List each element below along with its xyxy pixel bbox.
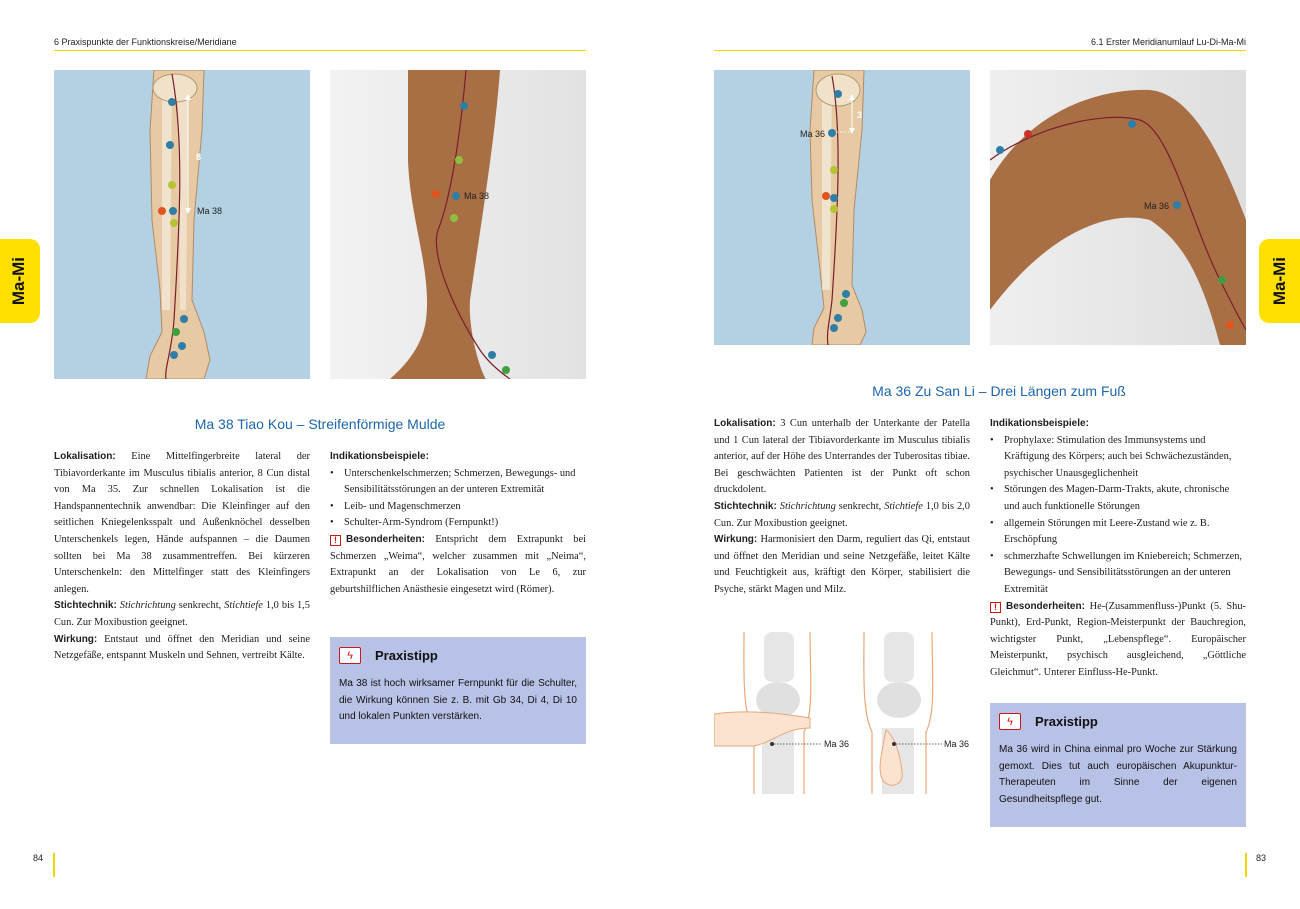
lokalisation-text: Eine Mittelfingerbreite lateral der Tibiavorderkante im Musculus tibialis anterior, 8 Cun distal von Ma 35. Zur schnellen Lokalisation ist die Handspannentechnik anwendbar: Die Kleinfinger auf den seitlichen Kniegelenksspalt und Außenknöchel desselben Unterschenkels legen, Hände aufspannen – die Daumen sollten bei Ma 38 zusammentreffen. Bei kürzeren Unterschenkeln: den Mittelfinger statt des Kleinfingers anlegen.: [54, 451, 310, 595]
ma38-indications-column: [330, 449, 586, 598]
ma36-front-label: Ma 36: [800, 129, 826, 139]
besonderheiten-text: Entspricht dem Extrapunkt bei Schmerzen „Weima“, welcher zusammen mit „Neima“, Extrapunkt an der Lokalisation von Le 6, zur geburtshilflichen Anästhesie eingesetzt wird (Römer).: [330, 533, 586, 595]
indikationen-list: [990, 433, 1246, 599]
left-header-rule: [54, 50, 586, 51]
right-running-header: 6.1 Erster Meridianumlauf Lu-Di-Ma-Mi: [1090, 37, 1246, 47]
ma38-section-title: Ma 38 Tiao Kou – Streifenförmige Mulde: [194, 416, 446, 432]
cun-8-label: 8: [196, 152, 202, 162]
praxistipp-title: Praxistipp: [1035, 714, 1098, 729]
wirkung-text: Entstaut und öffnet den Meridian und seine Netzgefäße, entspannt Muskeln und Sehnen, vertreibt Kälte.: [54, 633, 310, 662]
besonderheiten-text: He-(Zusammenfluss-)Punkt (5. Shu-Punkt), Erd-Punkt, Region-Meisterpunkt der Bauchregion, wichtigster Punkt, „Lebenspflege“. Europäischer Meisterpunkt, psychisch ausgleichend, „Göttliche Gleichmut“. Unterer Einfluss-He-Punkt.: [990, 600, 1246, 678]
ma36-hand1-label: Ma 36: [824, 739, 850, 749]
ma36-knee-label: Ma 36: [1144, 201, 1170, 211]
indikation-item: • Leib- und Magenschmerzen: [330, 499, 586, 516]
indikationen-label: Indikationsbeispiele:: [330, 451, 429, 462]
stichtechnik-text-b: 1,0 bis 2,0 Cun. Zur Moxibustion geeignet.: [714, 500, 970, 529]
wirkung-label: Wirkung:: [714, 534, 758, 546]
lokalisation-label: Lokalisation:: [54, 451, 116, 462]
besonderheiten-label: Besonderheiten:: [346, 533, 425, 545]
lokalisation-label: Lokalisation:: [714, 418, 776, 429]
ma38-side-leg-photo: [330, 70, 586, 379]
lokalisation-text: 3 Cun unterhalb der Unterkante der Patella und 1 Cun lateral der Tibiavorderkante im Musculus tibialis anterior, auf der Höhe des Unterrandes der Tuberositas tibiae. Bei geschwächten Patienten ist der Punkt oft schon druckdolent.: [714, 418, 970, 496]
ma38-front-leg-image: [54, 70, 310, 379]
stichrichtung-term: Stichrichtung: [119, 600, 176, 612]
wirkung-text: Harmonisiert den Darm, reguliert das Qi, entstaut und öffnet den Meridian und seine Netzgefäße, leitet Kälte und Feuchtigkeit aus, kräftigt den Körper, stabilisiert die Psyche, stärkt Magen und Milz.: [714, 534, 970, 595]
ma36-section-title: Ma 36 Zu San Li – Drei Längen zum Fuß: [872, 383, 1126, 399]
praxistipp-text: Ma 36 wird in China einmal pro Woche zur Stärkung gemoxt. Dies tut auch europäischen Akupunktur-Therapeuten im Sinne der eigenen Gesundheitspflege gut.: [999, 744, 1237, 805]
stichtechnik-text-b: 1,0 bis 1,5 Cun. Zur Moxibustion geeignet.: [54, 600, 310, 628]
ma38-description-column: [54, 449, 310, 665]
indikation-item: • Störungen des Magen-Darm-Trakts, akute, chronische und auch funktionelle Störungen: [990, 482, 1246, 515]
stichtechnik-label: Stichtechnik:: [54, 600, 117, 612]
besonderheiten-label: Besonderheiten:: [1006, 600, 1085, 612]
warning-icon: !: [330, 535, 341, 546]
praxistipp-text: Ma 38 ist hoch wirksamer Fernpunkt für die Schulter, die Wirkung können Sie z. B. mit Gb 34, Di 4, Di 10 und lokalen Punkten verstärken.: [339, 678, 577, 723]
indikation-item: • Prophylaxe: Stimulation des Immunsystems und Kräftigung des Körpers; auch bei Schwächezuständen, psychischer Unausgeglichenheit: [990, 433, 1246, 483]
stichtiefe-term: Stichtiefe: [884, 500, 923, 512]
left-page-number: 84: [33, 853, 44, 863]
stichtiefe-term: Stichtiefe: [224, 600, 263, 612]
ma38-praxistipp-box: [330, 637, 586, 744]
ma38-front-label: Ma 38: [197, 206, 223, 216]
ma36-praxistipp-box: [990, 703, 1246, 827]
indikation-item: • Schulter-Arm-Syndrom (Fernpunkt!): [330, 515, 586, 532]
right-header-rule: [714, 50, 1246, 51]
ma36-indications-column: [990, 416, 1246, 682]
left-footer-bar: [53, 853, 55, 877]
ma36-description-column: [714, 416, 970, 599]
left-running-header: 6 Praxispunkte der Funktionskreise/Meridiane: [54, 37, 237, 47]
ma36-hand2-label: Ma 36: [944, 739, 970, 749]
stichrichtung-term: Stichrichtung: [779, 500, 836, 512]
ma36-front-leg-image: [714, 70, 970, 345]
warning-icon: !: [990, 602, 1001, 613]
lightning-icon: ϟ: [339, 647, 361, 664]
lightning-icon: ϟ: [999, 713, 1021, 730]
left-thumb-tab: [0, 239, 40, 323]
right-thumb-tab-label: Ma-Mi: [1270, 256, 1289, 306]
indikationen-list: [330, 466, 586, 532]
ma36-knee-photo: [990, 70, 1246, 345]
wirkung-label: Wirkung:: [54, 633, 98, 645]
left-thumb-tab-label: Ma-Mi: [9, 256, 28, 306]
stichtechnik-text-a: senkrecht,: [178, 600, 222, 612]
ma36-hand-localization-illustrations: [714, 632, 970, 794]
stichtechnik-label: Stichtechnik:: [714, 500, 777, 512]
right-footer-bar: [1245, 853, 1247, 877]
indikation-item: • Unterschenkelschmerzen; Schmerzen, Bewegungs- und Sensibilitätsstörungen an der unteren Extremität: [330, 466, 586, 499]
cun-3-label: 3: [857, 110, 863, 120]
stichtechnik-text-a: senkrecht,: [838, 500, 882, 512]
praxistipp-title: Praxistipp: [375, 648, 438, 663]
indikation-item: • allgemein Störungen mit Leere-Zustand wie z. B. Erschöpfung: [990, 516, 1246, 549]
right-thumb-tab: [1259, 239, 1300, 323]
ma38-side-label: Ma 38: [464, 191, 490, 201]
right-page-number: 83: [1256, 853, 1267, 863]
indikationen-label: Indikationsbeispiele:: [990, 418, 1089, 429]
indikation-item: • schmerzhafte Schwellungen im Kniebereich; Schmerzen, Bewegungs- und Sensibilitätsstörungen an der unteren Extremität: [990, 549, 1246, 599]
